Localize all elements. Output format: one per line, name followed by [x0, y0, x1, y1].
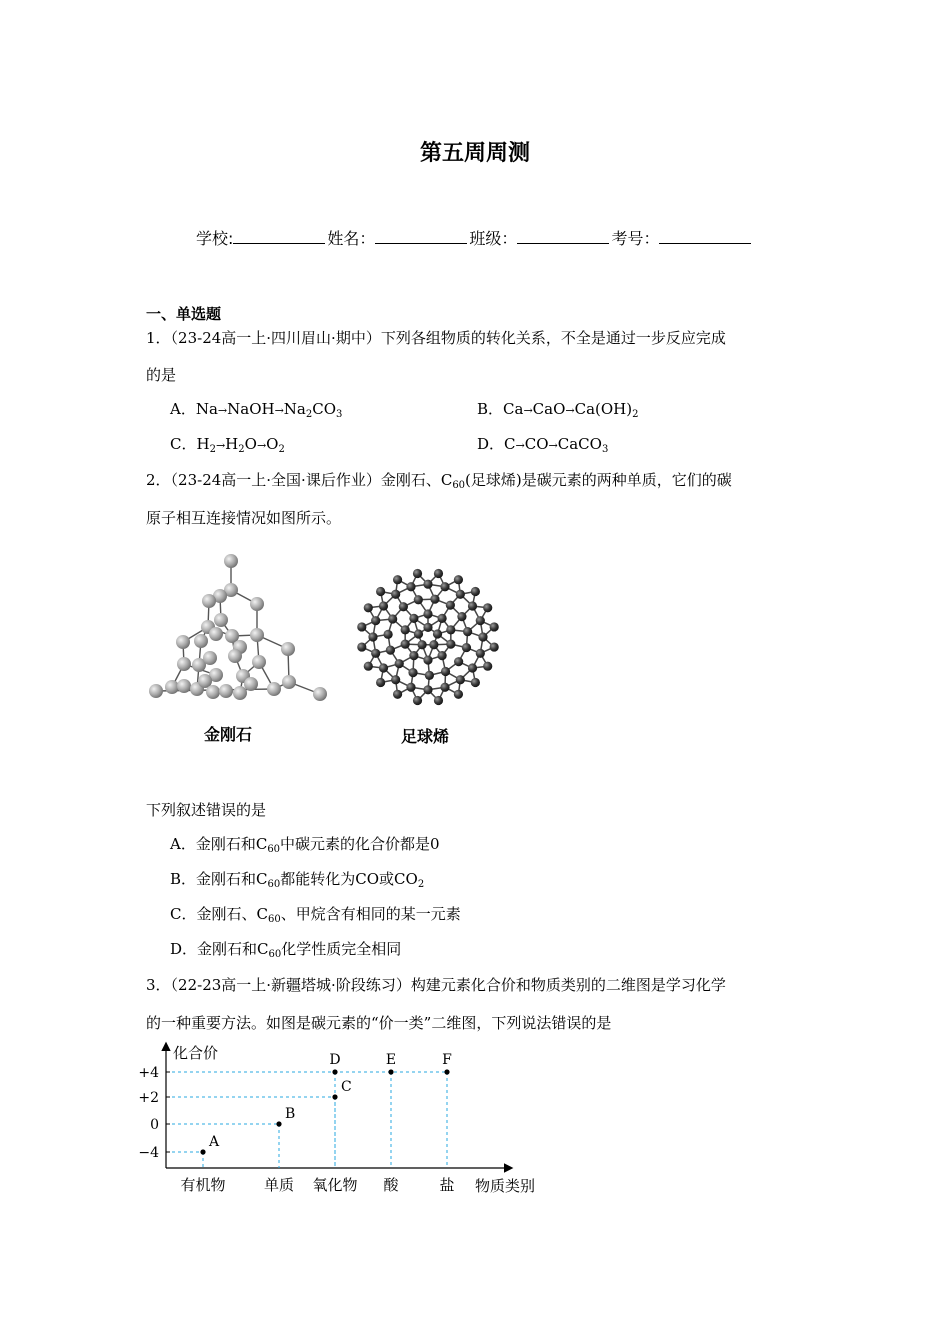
fullerene-caption: 足球烯 [401, 727, 450, 746]
y-tick-label: −4 [138, 1145, 159, 1161]
diamond-structure-figure [142, 548, 337, 708]
x-category-label: 有机物 [180, 1176, 226, 1194]
y-axis-label: 化合价 [173, 1044, 219, 1062]
diamond-caption: 金刚石 [204, 725, 253, 744]
school-blank[interactable] [233, 229, 325, 244]
y-tick-label: +4 [138, 1065, 159, 1081]
name-blank[interactable] [375, 229, 467, 244]
q2-prompt: 下列叙述错误的是 [146, 801, 267, 819]
q1-option-c[interactable]: C．$H_2\to H_2O\to O_2$ [170, 435, 285, 455]
point-label-F: F [442, 1052, 452, 1068]
x-category-label: 氧化物 [312, 1176, 358, 1194]
point-label-B: B [285, 1106, 296, 1122]
point-label-C: C [341, 1079, 352, 1095]
class-blank[interactable] [517, 229, 609, 244]
q1-option-d[interactable]: D．C→CO→CaCO$_3$ [477, 435, 609, 455]
point-C [332, 1094, 337, 1099]
point-E [388, 1069, 393, 1074]
q1-option-a[interactable]: A．$Na\to NaOH\to Na_2CO_3$ [170, 400, 343, 420]
exam-no-label: 考号： [611, 229, 660, 248]
point-label-E: E [385, 1052, 397, 1068]
q1-stem-line1: 1．（23-24高一上·四川眉山·期中）下列各组物质的转化关系，不全是通过一步反应完成 [146, 329, 726, 347]
student-info-line [196, 226, 753, 249]
page-title: 第五周周测 [419, 141, 530, 166]
q2-option-d[interactable]: D．金刚石和$C_{60}$化学性质完全相同 [170, 940, 402, 960]
x-category-label: 酸 [383, 1176, 399, 1194]
exam-no-blank[interactable] [659, 229, 751, 244]
y-tick-label: 0 [150, 1117, 159, 1133]
name-label: 姓名： [327, 229, 376, 248]
q3-stem-line1: 3．（22-23高一上·新疆塔城·阶段练习）构建元素化合价和物质类别的二维图是学习化学 [146, 976, 726, 994]
point-label-A: A [209, 1134, 220, 1150]
x-axis-label: 物质类别 [475, 1177, 536, 1195]
q2-option-a[interactable]: A．金刚石和$C_{60}$中碳元素的化合价都是0 [170, 835, 440, 855]
q2-option-b[interactable]: B．金刚石和$C_{60}$都能转化为CO或$CO_2$ [170, 870, 425, 890]
point-label-D: D [329, 1052, 341, 1068]
y-tick-label: +2 [138, 1090, 159, 1106]
q2-option-c[interactable]: C．金刚石、$C_{60}$、甲烷含有相同的某一元素 [170, 905, 461, 925]
q1-stem-line2: 的是 [146, 366, 177, 384]
q3-stem-line2: 的一种重要方法。如图是碳元素的“价一类”二维图，下列说法错误的是 [146, 1014, 612, 1032]
section-heading: 一、单选题 [146, 305, 222, 323]
valence-category-chart [135, 1038, 555, 1198]
class-label: 班级： [469, 229, 518, 248]
x-category-label: 单质 [263, 1176, 295, 1194]
point-A [200, 1149, 205, 1154]
x-category-label: 盐 [439, 1176, 455, 1194]
q2-stem-line2: 原子相互连接情况如图所示。 [146, 509, 342, 527]
school-label: 学校: [196, 229, 234, 248]
q2-stem-line1: 2．（23-24高一上·全国·课后作业）金刚石、$C_{60}$(足球烯)是碳元素的两种单质，它们的碳 [146, 471, 732, 491]
point-F [444, 1069, 449, 1074]
point-D [332, 1069, 337, 1074]
q1-option-b[interactable]: B．$Ca\to CaO\to Ca(OH)_2$ [477, 400, 639, 420]
point-B [276, 1121, 281, 1126]
fullerene-structure-figure [352, 568, 504, 708]
